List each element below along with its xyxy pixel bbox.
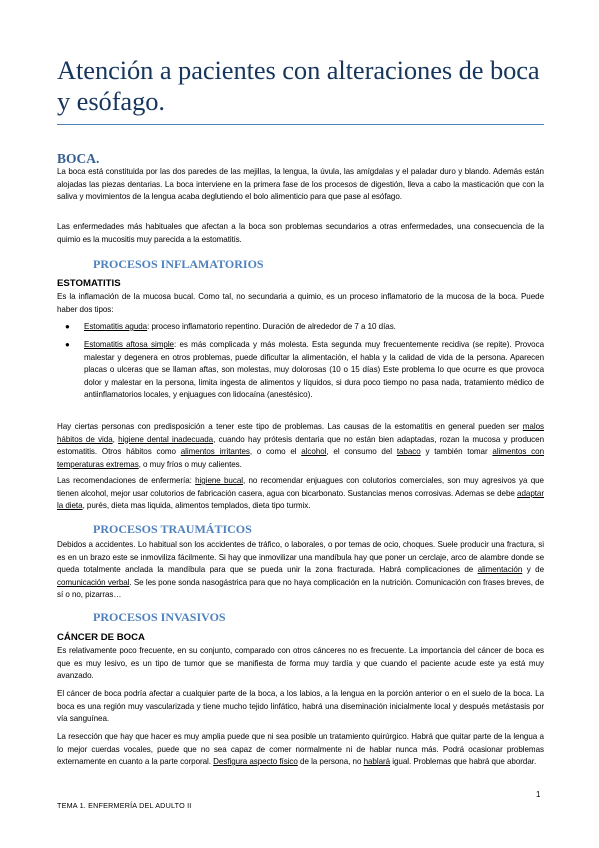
underlined-term: tabaco: [396, 447, 421, 456]
subheading-estomatitis-wrap: [57, 278, 544, 289]
paragraph: [57, 421, 544, 471]
invasivos-paragraph-3: [57, 731, 544, 769]
text: y también tomar: [420, 447, 493, 456]
list-item-text: : proceso inflamatorio repentino. Duración de alrededor de 7 a 10 días.: [147, 322, 396, 331]
list-item: [57, 321, 544, 334]
subheading-estomatitis: ESTOMATITIS: [57, 278, 121, 289]
text: , el consumo del: [326, 447, 397, 456]
estomatitis-types-list-2: [57, 339, 544, 402]
paragraph: Las enfermedades más habituales que afectan a la boca son problemas secundarios a otras enfermedades, una consecuencia de la quimio es la mucositis muy parecida a la estomatitis.: [57, 222, 544, 244]
paragraph: Es la inflamación de la mucosa bucal. Como tal, no secundaria a quimio, es un proceso inflamatorio de la mucosa de la boca. Puede haber dos tipos:: [57, 292, 544, 314]
estomatitis-types-list: [57, 321, 544, 334]
boca-paragraph-1: [57, 166, 544, 204]
subheading-cancer-de-boca: CÁNCER DE BOCA: [57, 632, 145, 643]
text: , o como el: [249, 447, 302, 456]
text: , no recomendar enjuagues con colutorios comerciales, son muy agresivos ya que tienen alcohol, mejor usar colutorios de fabricación casera, agua con bicarbonato. Sustancias menos corrosivas. Ademas se debe: [57, 476, 544, 498]
bullet-icon: ●: [65, 340, 70, 349]
paragraph: El cáncer de boca podría afectar a cualquier parte de la boca, a los labios, a la lengua en la porción anterior o en el suelo de la boca. La boca es una región muy vascularizada y tiene mucho tejido linfático, habrá una diseminación inicialmente local y después metástasis por vía sanguínea.: [57, 689, 544, 723]
traumaticos-paragraph: [57, 539, 544, 602]
section-inflamatorios: [93, 257, 513, 272]
underlined-term: hablará: [363, 757, 391, 766]
section-traumaticos: [93, 522, 513, 537]
title-divider: [57, 124, 544, 125]
boca-paragraph-2: [57, 221, 544, 246]
term-estomatitis-aftosa: Estomatitis aftosa simple: [84, 340, 174, 349]
paragraph: La boca está constituida por las dos paredes de las mejillas, la lengua, la úvula, las amígdalas y el paladar duro y blando. Además están alojadas las piezas dentarias. La boca interviene en la primera fase de los procesos de digestión, lleva a cabo la masticación que con la saliva y movimientos de la lengua acaba deglutiendo el bolo alimenticio para que pase al esófago.: [57, 167, 544, 201]
underlined-term: higiene dental inadecuada: [118, 434, 214, 444]
section-heading-boca: BOCA.: [57, 151, 100, 166]
page-footer: TEMA 1. ENFERMERÍA DEL ADULTO II: [57, 801, 192, 810]
underlined-term: alimentación: [477, 565, 523, 574]
text: ,: [112, 434, 119, 444]
section-heading-traumaticos: PROCESOS TRAUMÁTICOS: [93, 522, 252, 536]
underlined-term: alimentos con temperaturas extremas: [57, 447, 545, 469]
section-invasivos: [93, 610, 513, 625]
text: , cuando hay prótesis dentaria que no están bien adaptadas, rozan la mucosa y producen estomatitis. Otros hábitos como: [57, 434, 544, 456]
text: La resección que hay que hacer es muy amplia puede que ni sea posible un tratamiento quirúrgico. Habrá que quitar parte de la lengua a lo mejor cuerdas vocales, puede que no sea capaz de comer normalmente ni de hablar nunca más. Podrá ocasionar problemas externamente en cuanto a la parte corporal.: [57, 732, 544, 766]
text: y de: [522, 565, 544, 574]
underlined-term: alimentos irritantes: [180, 447, 250, 456]
inflamatorios-paragraph-4: [57, 475, 544, 513]
invasivos-paragraph-1: [57, 645, 544, 683]
subheading-cancer-wrap: [57, 632, 544, 643]
text: de la persona, no: [297, 757, 364, 766]
text: igual. Problemas que habrá que abordar.: [390, 757, 537, 766]
paragraph: [57, 475, 544, 513]
bullet-icon: ●: [65, 322, 70, 331]
underlined-term: adaptar la dieta: [57, 488, 544, 510]
list-item-text: : es más complicada y más molesta. Esta segunda muy frecuentemente recidiva (se repite). Provoca malestar y degenera en otros problemas, puede dificultar la alimentación, el habla y la calidad de vida de la persona. Aparecen placas o ulceras que se llaman aftas, son molestas, muy dolorosas (10 o 15 días) Este problema lo que ocurre es que provoca dolor y malestar en la persona, limita ingesta de alimentos y líquidos, si dura poco tiempo no pasa nada, tratamiento médico de antiinflamatorios locales, y enjuagues con lidocaína (anestésico).: [84, 340, 544, 399]
page-title: Atención a pacientes con alteraciones de boca y esófago.: [57, 55, 540, 116]
underlined-term: comunicación verbal: [57, 577, 130, 587]
page-number: 1: [536, 790, 541, 799]
paragraph: [57, 539, 544, 602]
inflamatorios-paragraph-1: [57, 291, 544, 316]
term-estomatitis-aguda: Estomatitis aguda: [84, 322, 148, 331]
section-heading-invasivos: PROCESOS INVASIVOS: [93, 610, 226, 624]
text: , purés, dieta mas liquida, alimentos templados, dieta tipo turmix.: [82, 501, 311, 510]
section-heading-inflamatorios: PROCESOS INFLAMATORIOS: [93, 257, 264, 271]
underlined-term: Desfigura aspecto físico: [213, 757, 298, 766]
underlined-term: higiene bucal: [195, 476, 243, 485]
text: . Se les pone sonda nasogástrica para que no haya complicación en la nutrición. Comunicación con frases breves, de sí o no, pizarras…: [57, 577, 545, 599]
text: , o muy fríos o muy calientes.: [138, 459, 242, 469]
invasivos-paragraph-2: [57, 688, 544, 726]
paragraph: Es relativamente poco frecuente, en su conjunto, comparado con otros cánceres no es frecuente. La importancia del cáncer de boca es que es muy lesivo, es un tipo de tumor que se manifiesta de forma muy tardía y que cuando el paciente acude este ya está muy avanzado.: [57, 646, 544, 680]
text: Las recomendaciones de enfermería:: [57, 476, 196, 485]
text: Debidos a accidentes. Lo habitual son los accidentes de tráfico, o laborales, o por temas de ocio, choques. Suele producir una fractura, si es en un brazo este se inmoviliza fácilmente. Si hay que inmovilizar una mandíbula hay que poner un cerclaje, arco de alambre donde se queda totalmente anclada la mandíbula para que se pueda unir la zona fracturada. Habrá complicaciones de: [57, 540, 544, 574]
underlined-term: malos hábitos de vida: [57, 422, 544, 444]
text: Hay ciertas personas con predisposición a tener este tipo de problemas. Las causas de la estomatitis en general pueden ser: [57, 422, 523, 431]
inflamatorios-paragraph-3: [57, 421, 544, 471]
section-boca: [57, 151, 544, 167]
underlined-term: alcohol: [301, 447, 327, 456]
paragraph: [57, 731, 544, 769]
list-item: [57, 339, 544, 402]
